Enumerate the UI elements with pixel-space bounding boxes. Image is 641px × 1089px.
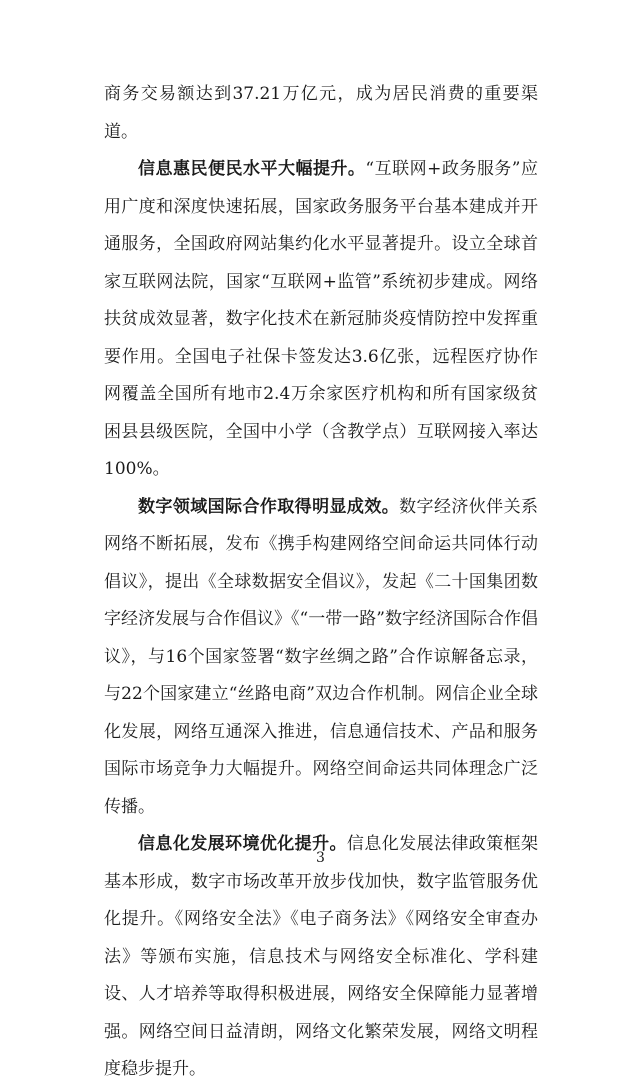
paragraph-text: 信息化发展法律政策框架基本形成，数字市场改革开放步伐加快，数字监管服务优化提升。《网络安全法》《电子商务法》《网络安全审查办法》等颁布实施，信息技术与网络安全标准化、学科建设、人才培养等取得积极进展，网络安全保障能力显著增强。网络空间日益清朗，网络文化繁荣发展，网络文明程度稳步提升。 xyxy=(104,834,539,1079)
paragraph-lead: 数字领域国际合作取得明显成效。 xyxy=(138,496,400,517)
continuation-paragraph: 商务交易额达到37.21万亿元，成为居民消费的重要渠道。 xyxy=(104,84,538,142)
paragraph-lead: 信息化发展环境优化提升。 xyxy=(138,834,347,854)
document-body xyxy=(104,76,538,1089)
paragraph-text: “互联网+政务服务”应用广度和深度快速拓展，国家政务服务平台基本建成并开通服务，全国政府网站集约化水平显著提升。设立全球首家互联网法院，国家“互联网+监管”系统初步建成。网络扶贫成效显著，数字化技术在新冠肺炎疫情防控中发挥重要作用。全国电子社保卡签发达3.6亿张，远程医疗协作网覆盖全国所有地市2.4万余家医疗机构和所有国家级贫困县县级医院，全国中小学（含教学点）互联网接入率达100%。 xyxy=(104,159,538,479)
paragraph-lead: 信息惠民便民水平大幅提升。 xyxy=(138,159,366,179)
paragraph-text: 数字经济伙伴关系网络不断拓展，发布《携手构建网络空间命运共同体行动倡议》，提出《全球数据安全倡议》，发起《二十国集团数字经济发展与合作倡议》《“一带一路”数字经济国际合作倡议》，与16个国家签署“数字丝绸之路”合作谅解备忘录，与22个国家建立“丝路电商”双边合作机制。网信企业全球化发展，网络互通深入推进，信息通信技术、产品和服务国际市场竞争力大幅提升。网络空间命运共同体理念广泛传播。 xyxy=(104,496,539,817)
paragraph-international-cooperation xyxy=(104,489,538,827)
paragraph-info-benefit xyxy=(104,151,538,489)
page-number: 3 xyxy=(316,850,325,866)
